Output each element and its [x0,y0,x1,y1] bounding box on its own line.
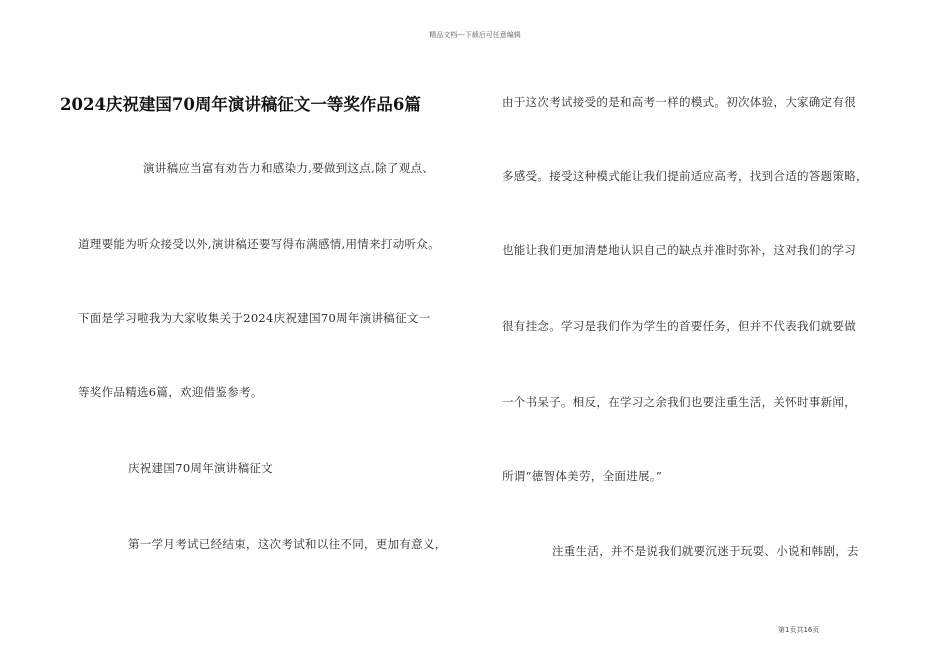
paragraph-line: 演讲稿应当富有劝告力和感染力,要做到这点,除了观点、 [143,161,435,175]
paragraph-line: 所谓“德智体美劳，全面进展。” [502,469,663,483]
section-heading: 庆祝建国70周年演讲稿征文 [128,461,274,475]
paragraph-line: 等奖作品精选6篇，欢迎借鉴参考。 [78,385,263,399]
document-title: 2024庆祝建国70周年演讲稿征文一等奖作品6篇 [60,95,421,114]
paragraph-line: 多感受。接受这种模式能让我们提前适应高考，找到合适的答题策略， [502,169,868,183]
paragraph-line: 下面是学习啦我为大家收集关于2024庆祝建国70周年演讲稿征文一 [78,311,431,325]
paragraph-line: 注重生活，并不是说我们就要沉迷于玩耍、小说和韩剧，去 [552,544,859,558]
paragraph-line: 一个书呆子。相反，在学习之余我们也要注重生活，关怀时事新闻， [502,395,856,409]
paragraph-line: 也能让我们更加清楚地认识自己的缺点并准时弥补，这对我们的学习 [502,243,856,257]
paragraph-line: 道理要能为听众接受以外,演讲稿还要写得布满感情,用情来打动听众。 [78,237,440,251]
paragraph-line: 第一学月考试已经结束，这次考试和以往不同，更加有意义， [128,537,447,551]
paragraph-line: 很有挂念。学习是我们作为学生的首要任务，但并不代表我们就要做 [502,319,856,333]
page-number: 第1页共16页 [778,626,820,634]
paragraph-line: 由于这次考试接受的是和高考一样的模式。初次体验，大家确定有很 [502,95,856,109]
header-note: 精品文档---下载后可任意编辑 [429,31,521,39]
